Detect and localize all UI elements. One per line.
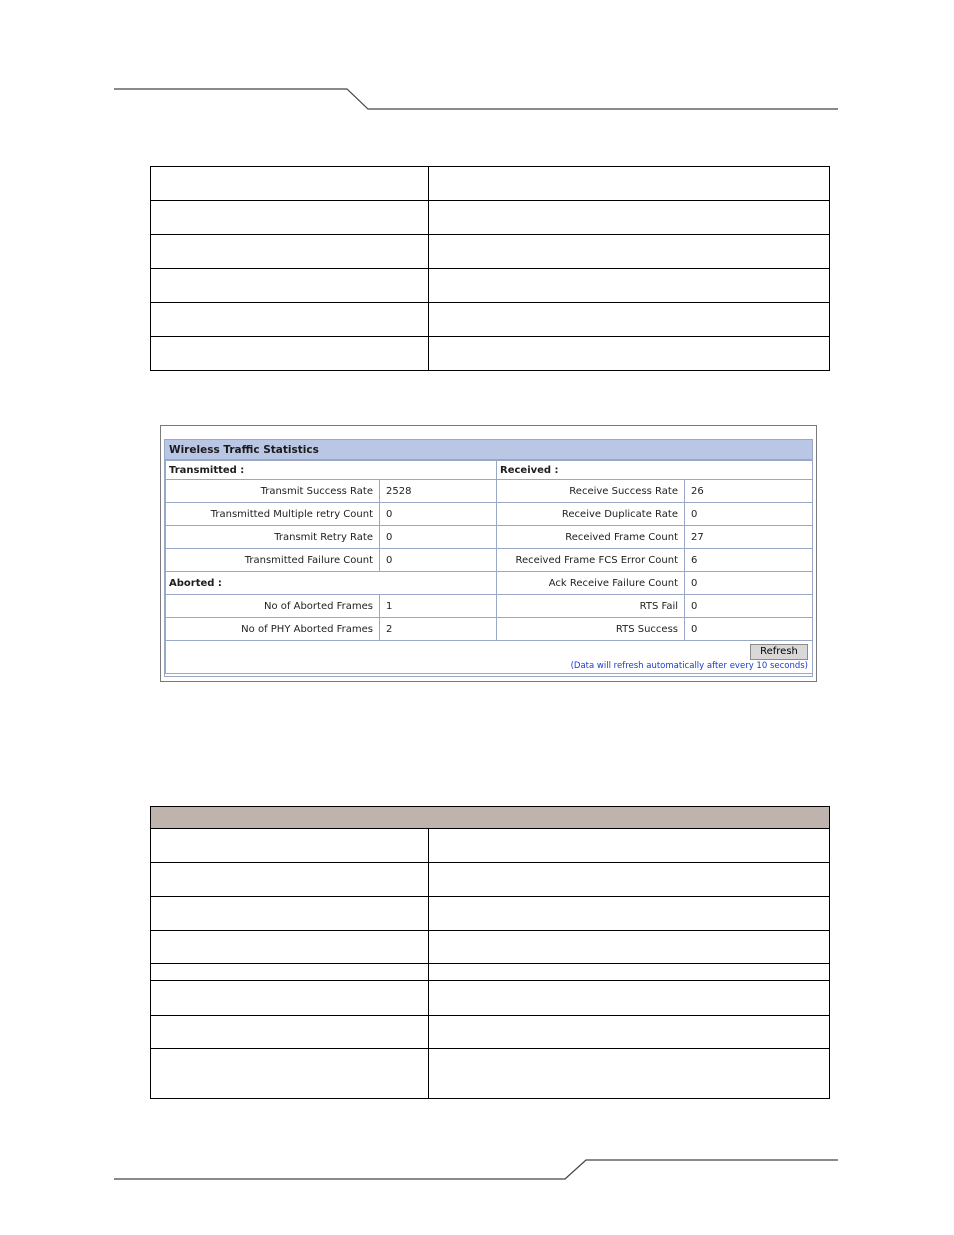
received-section-label: Received : <box>497 461 813 480</box>
table-row <box>151 829 830 863</box>
receive-success-rate-value: 26 <box>685 480 813 503</box>
footer-area <box>170 641 808 673</box>
top-document-table <box>150 166 830 371</box>
fcs-error-count-label: Received Frame FCS Error Count <box>497 549 685 572</box>
ack-receive-failure-label: Ack Receive Failure Count <box>497 572 685 595</box>
table-row <box>151 897 830 931</box>
table-row <box>151 863 830 897</box>
footer-rule <box>114 1160 838 1179</box>
receive-duplicate-rate-label: Receive Duplicate Rate <box>497 503 685 526</box>
transmit-success-rate-label: Transmit Success Rate <box>166 480 380 503</box>
receive-duplicate-rate-value: 0 <box>685 503 813 526</box>
fcs-error-count-value: 6 <box>685 549 813 572</box>
received-frame-count-value: 27 <box>685 526 813 549</box>
table-header-row <box>151 807 830 829</box>
statistics-screenshot <box>160 425 817 682</box>
transmit-retry-rate-value: 0 <box>380 526 497 549</box>
transmit-retry-rate-label: Transmit Retry Rate <box>166 526 380 549</box>
phy-aborted-frames-value: 2 <box>380 618 497 641</box>
table-row <box>166 503 813 526</box>
bottom-document-table <box>150 806 830 1099</box>
table-row <box>166 526 813 549</box>
table-row <box>151 1049 830 1099</box>
rts-fail-label: RTS Fail <box>497 595 685 618</box>
received-frame-count-label: Received Frame Count <box>497 526 685 549</box>
rts-fail-value: 0 <box>685 595 813 618</box>
table-row <box>151 1016 830 1049</box>
aborted-section-label: Aborted : <box>166 572 497 595</box>
phy-aborted-frames-label: No of PHY Aborted Frames <box>166 618 380 641</box>
table-row <box>151 303 830 337</box>
table-row <box>166 595 813 618</box>
rts-success-label: RTS Success <box>497 618 685 641</box>
footer-row <box>166 641 813 674</box>
table-row <box>166 549 813 572</box>
table-row <box>151 964 830 981</box>
transmitted-section-label: Transmitted : <box>166 461 497 480</box>
transmitted-failure-count-label: Transmitted Failure Count <box>166 549 380 572</box>
aborted-frames-label: No of Aborted Frames <box>166 595 380 618</box>
statistics-table <box>165 460 813 674</box>
table-row <box>151 931 830 964</box>
table-row <box>166 572 813 595</box>
section-header-row <box>166 461 813 480</box>
transmit-success-rate-value: 2528 <box>380 480 497 503</box>
table-row <box>151 201 830 235</box>
multiple-retry-count-label: Transmitted Multiple retry Count <box>166 503 380 526</box>
receive-success-rate-label: Receive Success Rate <box>497 480 685 503</box>
rts-success-value: 0 <box>685 618 813 641</box>
ack-receive-failure-value: 0 <box>685 572 813 595</box>
statistics-panel <box>164 439 813 677</box>
aborted-frames-value: 1 <box>380 595 497 618</box>
table-row <box>151 981 830 1016</box>
panel-title: Wireless Traffic Statistics <box>165 440 812 460</box>
multiple-retry-count-value: 0 <box>380 503 497 526</box>
refresh-note: (Data will refresh automatically after every 10 seconds) <box>570 661 808 671</box>
table-row <box>151 167 830 201</box>
table-row <box>151 235 830 269</box>
table-row <box>151 337 830 371</box>
transmitted-failure-count-value: 0 <box>380 549 497 572</box>
refresh-button[interactable]: Refresh <box>750 644 808 660</box>
table-row <box>166 618 813 641</box>
header-rule <box>114 89 838 109</box>
table-row <box>151 269 830 303</box>
table-row <box>166 480 813 503</box>
